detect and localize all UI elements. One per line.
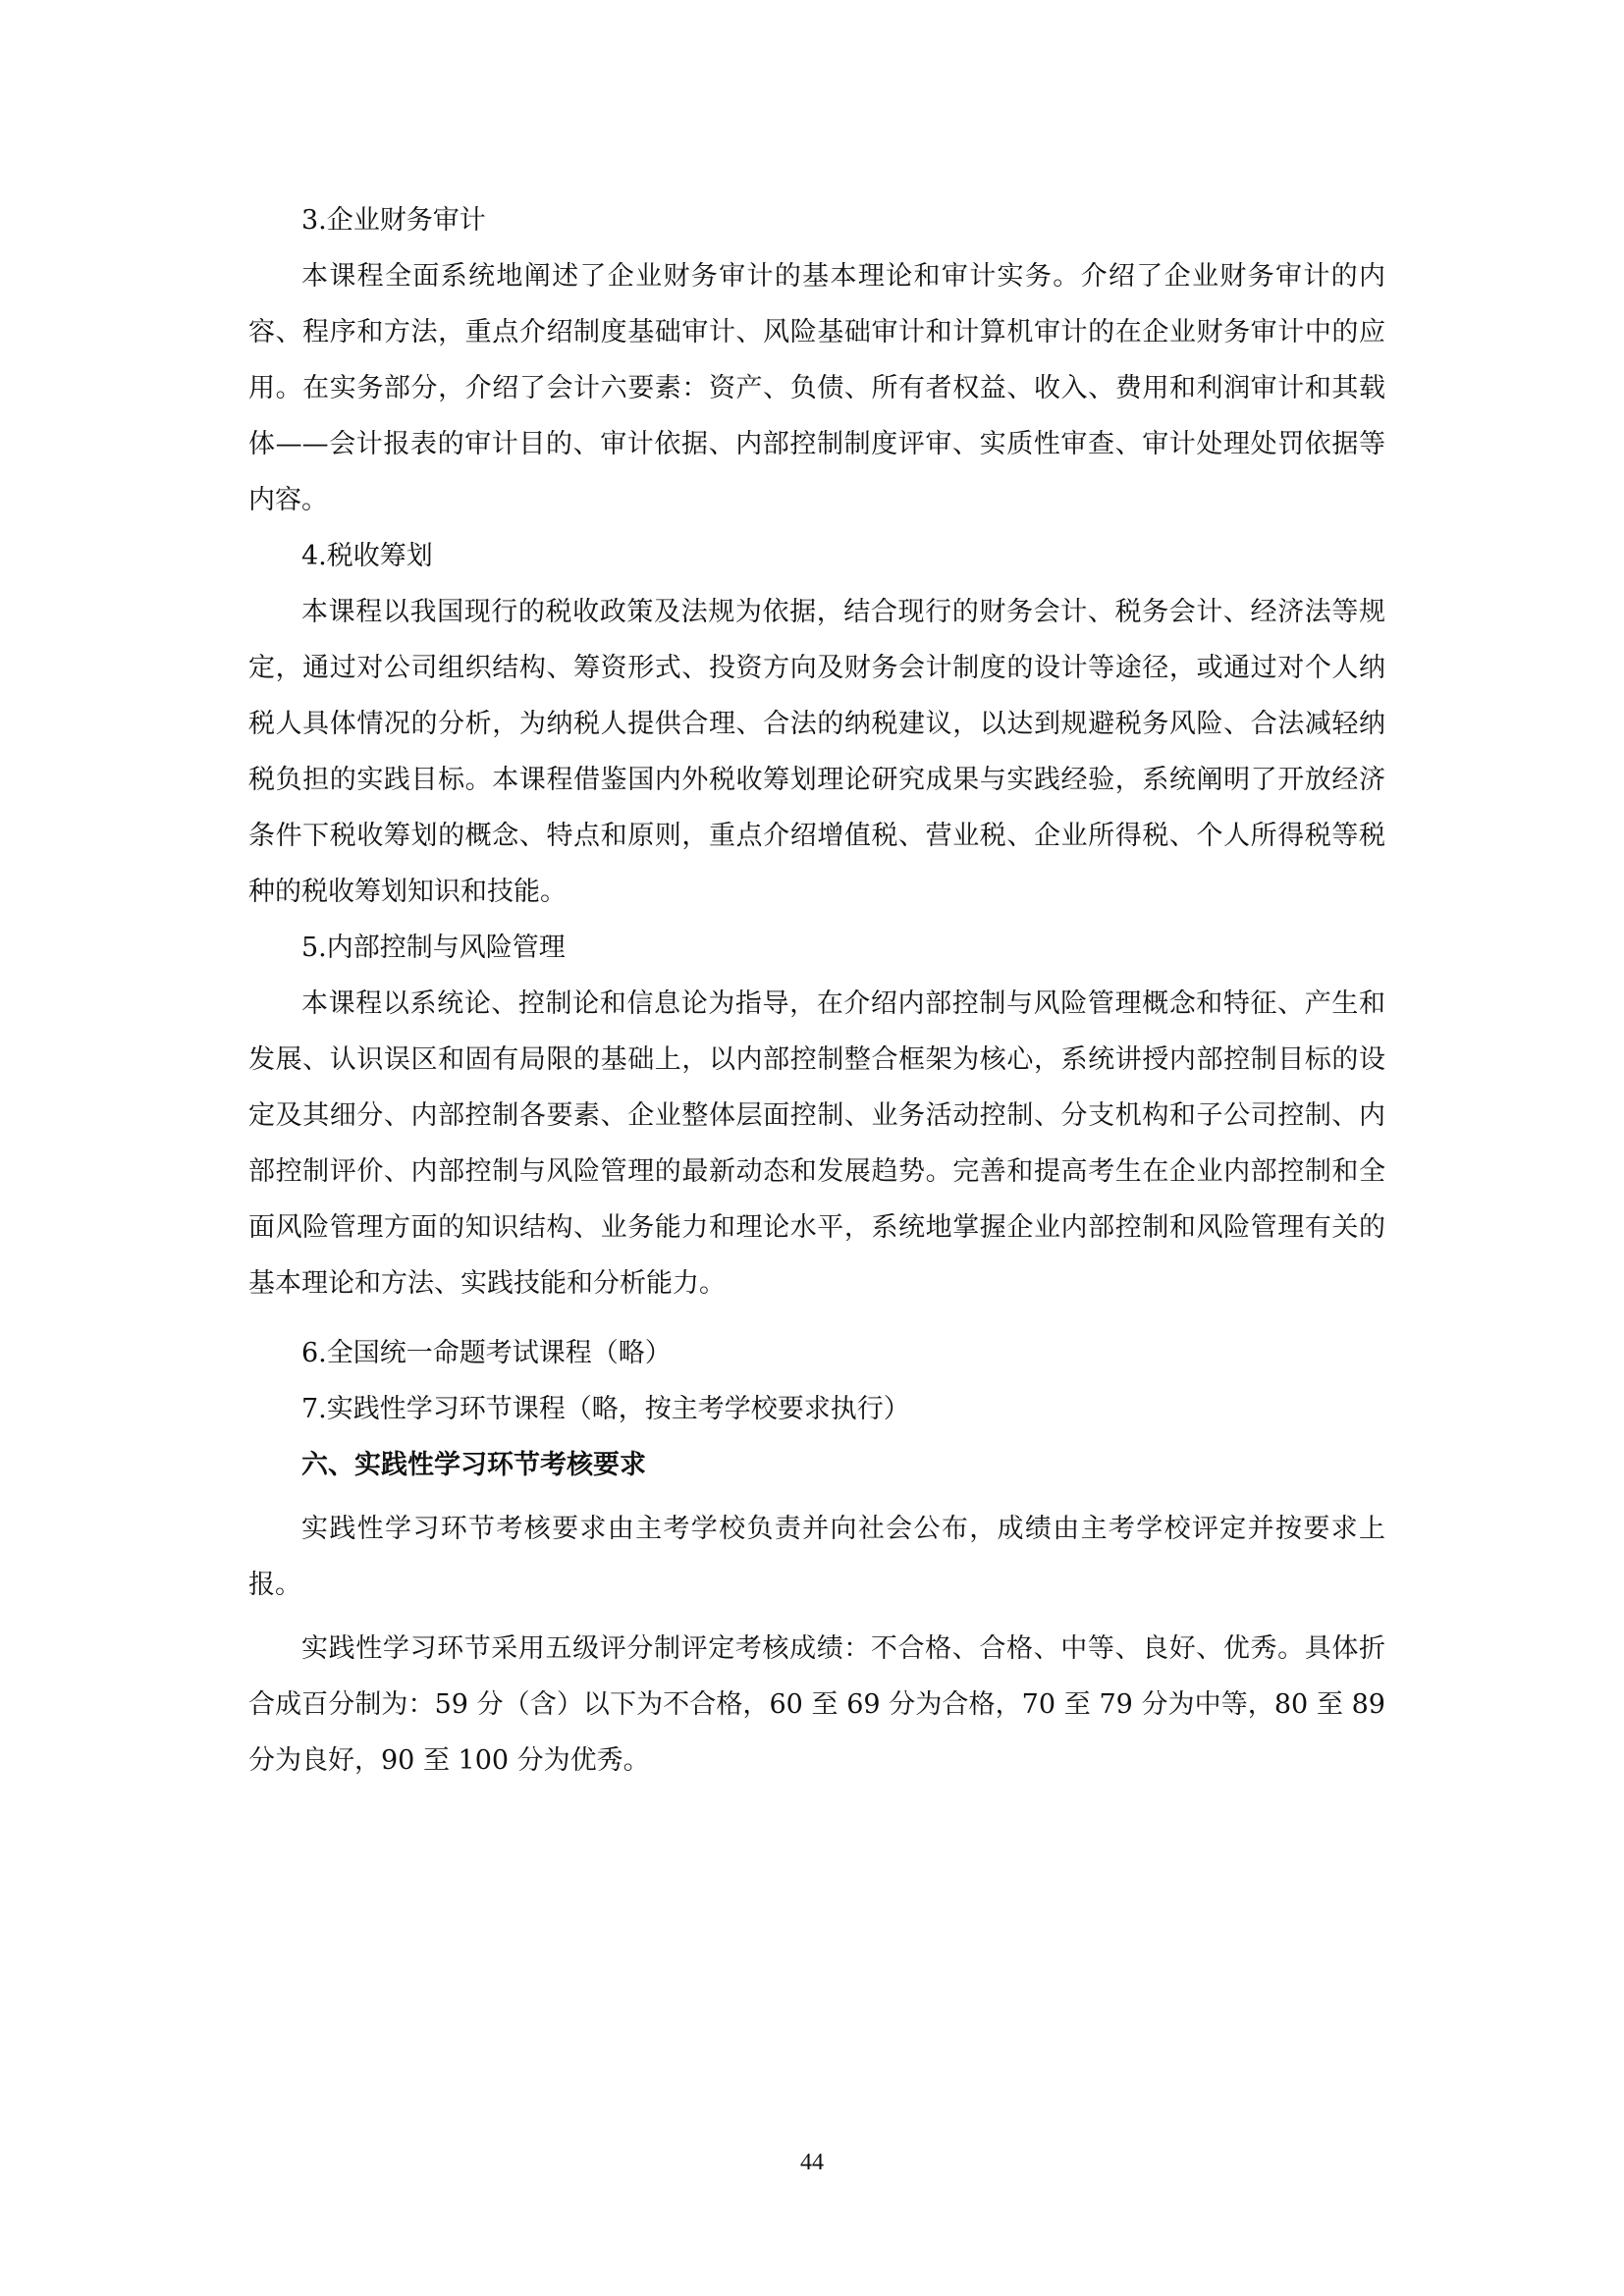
section-body-financial-audit: 本课程全面系统地阐述了企业财务审计的基本理论和审计实务。介绍了企业财务审计的内容、程序和方法，重点介绍制度基础审计、风险基础审计和计算机审计的在企业财务审计中的应用。在实务部分，介绍了会计六要素：资产、负债、所有者权益、收入、费用和利润审计和其载体——会计报表的审计目的、审计依据、内部控制制度评审、实质性审查、审计处理处罚依据等内容。 <box>248 261 1385 515</box>
section-title-internal-control: 5.内部控制与风险管理 <box>301 933 566 963</box>
practice-assessment-para-2: 实践性学习环节采用五级评分制评定考核成绩：不合格、合格、中等、良好、优秀。具体折合成百分制为：59 分（含）以下为不合格，60 至 69 分为合格，70 至 79 分为中等，80 至 89 分为良好，90 至 100 分为优秀。 <box>248 1633 1385 1776</box>
section-body-internal-control: 本课程以系统论、控制论和信息论为指导，在介绍内部控制与风险管理概念和特征、产生和发展、认识误区和固有局限的基础上，以内部控制整合框架为核心，系统讲授内部控制目标的设定及其细分、内部控制各要素、企业整体层面控制、业务活动控制、分支机构和子公司控制、内部控制评价、内部控制与风险管理的最新动态和发展趋势。完善和提高考生在企业内部控制和全面风险管理方面的知识结构、业务能力和理论水平，系统地掌握企业内部控制和风险管理有关的基本理论和方法、实践技能和分析能力。 <box>248 988 1385 1299</box>
page-number: 44 <box>800 2150 824 2175</box>
document-page <box>248 192 1385 1789</box>
section-title-practice-course: 7.实践性学习环节课程（略，按主考学校要求执行） <box>301 1394 910 1424</box>
practice-assessment-para-1: 实践性学习环节考核要求由主考学校负责并向社会公布，成绩由主考学校评定并按要求上报。 <box>248 1514 1385 1600</box>
section-body-tax-planning: 本课程以我国现行的税收政策及法规为依据，结合现行的财务会计、税务会计、经济法等规定，通过对公司组织结构、筹资形式、投资方向及财务会计制度的设计等途径，或通过对个人纳税人具体情况的分析，为纳税人提供合理、合法的纳税建议，以达到规避税务风险、合法减轻纳税负担的实践目标。本课程借鉴国内外税收筹划理论研究成果与实践经验，系统阐明了开放经济条件下税收筹划的概念、特点和原则，重点介绍增值税、营业税、企业所得税、个人所得税等税种的税收筹划知识和技能。 <box>248 597 1385 907</box>
section-title-financial-audit: 3.企业财务审计 <box>301 205 486 236</box>
chapter-heading-practice-assessment: 六、实践性学习环节考核要求 <box>301 1450 646 1480</box>
section-title-national-exam: 6.全国统一命题考试课程（略） <box>301 1338 672 1368</box>
section-title-tax-planning: 4.税收筹划 <box>301 541 433 571</box>
